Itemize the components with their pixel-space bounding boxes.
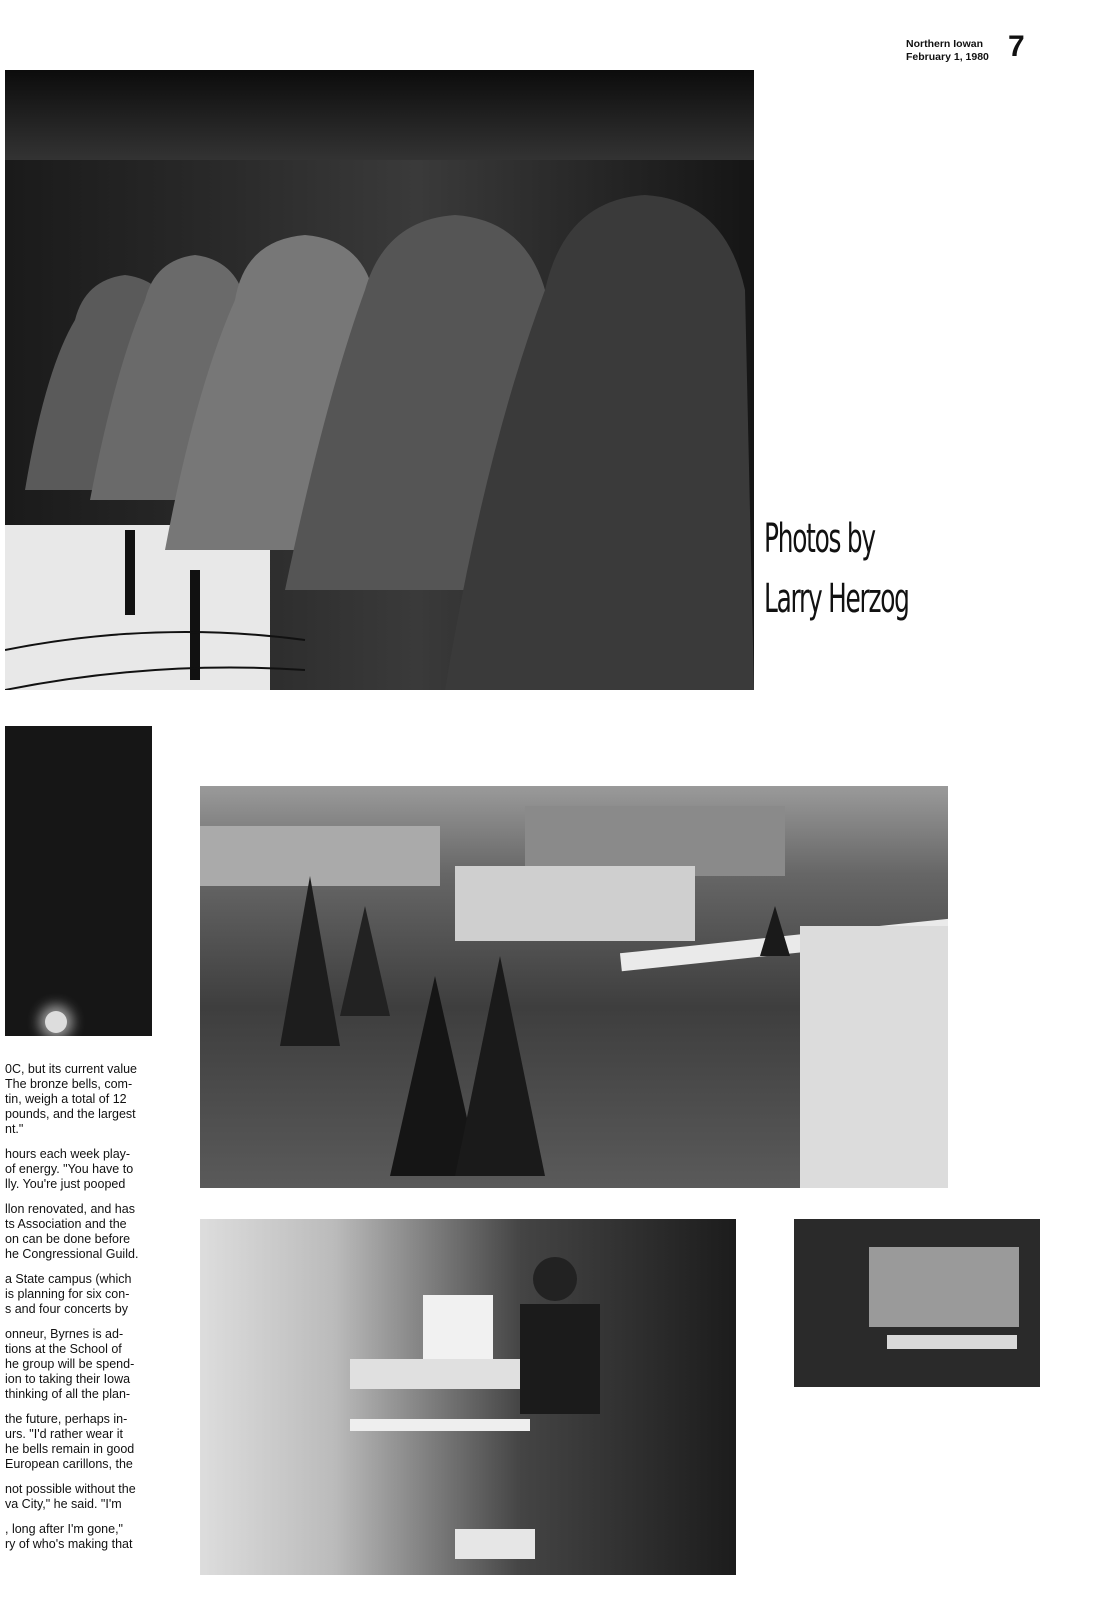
article-line: the future, perhaps in- — [5, 1412, 128, 1426]
article-line: he Congressional Guild. — [5, 1247, 139, 1261]
article-paragraph — [5, 1327, 145, 1402]
light-glow — [45, 1011, 67, 1033]
article-line: llon renovated, and has — [5, 1202, 135, 1216]
article-line: , long after I'm gone," — [5, 1522, 123, 1536]
issue-date: February 1, 1980 — [906, 51, 989, 63]
article-paragraph — [5, 1062, 145, 1137]
display-case-photo — [794, 1219, 1040, 1387]
carillon-illustration — [200, 1219, 736, 1575]
article-line: tin, weigh a total of 12 — [5, 1092, 127, 1106]
article-line: on can be done before — [5, 1232, 131, 1246]
campus-aerial-photo — [200, 786, 948, 1188]
display-board — [869, 1247, 1019, 1327]
article-line: is planning for six con- — [5, 1287, 130, 1301]
display-table — [887, 1335, 1017, 1349]
article-line: not possible without the — [5, 1482, 136, 1496]
page-number: 7 — [1008, 30, 1025, 63]
masthead — [906, 38, 989, 64]
article-line: of energy. "You have to — [5, 1162, 134, 1176]
night-photo — [5, 726, 152, 1036]
article-line: he group will be spend- — [5, 1357, 135, 1371]
photo-credit-line2: Larry Herzog — [764, 576, 909, 622]
article-line: ion to taking their Iowa — [5, 1372, 131, 1386]
trees-illustration — [200, 786, 948, 1188]
bells-photo — [5, 70, 754, 690]
article-line: onneur, Byrnes is ad- — [5, 1327, 124, 1341]
article-line: he bells remain in good — [5, 1442, 135, 1456]
article-line: s and four concerts by — [5, 1302, 128, 1316]
article-paragraph — [5, 1522, 145, 1552]
carillon-player-photo — [200, 1219, 736, 1575]
article-column — [5, 1062, 145, 1582]
article-line: tions at the School of — [5, 1342, 122, 1356]
article-line: The bronze bells, com- — [5, 1077, 133, 1091]
article-paragraph — [5, 1147, 145, 1192]
article-line: European carillons, the — [5, 1457, 133, 1471]
article-line: va City," he said. "I'm — [5, 1497, 122, 1511]
article-paragraph — [5, 1412, 145, 1472]
article-line: ts Association and the — [5, 1217, 127, 1231]
article-paragraph — [5, 1202, 145, 1262]
photo-credit-line1: Photos by — [764, 516, 875, 562]
article-paragraph — [5, 1272, 145, 1317]
article-line: 0C, but its current value — [5, 1062, 138, 1076]
bells-illustration — [5, 70, 754, 690]
publication-name: Northern Iowan — [906, 38, 984, 50]
article-line: lly. You're just pooped — [5, 1177, 126, 1191]
article-paragraph — [5, 1482, 145, 1512]
article-line: pounds, and the largest — [5, 1107, 136, 1121]
article-line: hours each week play- — [5, 1147, 131, 1161]
article-line: a State campus (which — [5, 1272, 132, 1286]
article-line: thinking of all the plan- — [5, 1387, 131, 1401]
article-line: nt." — [5, 1122, 24, 1136]
article-line: urs. "I'd rather wear it — [5, 1427, 123, 1441]
article-line: ry of who's making that — [5, 1537, 133, 1551]
